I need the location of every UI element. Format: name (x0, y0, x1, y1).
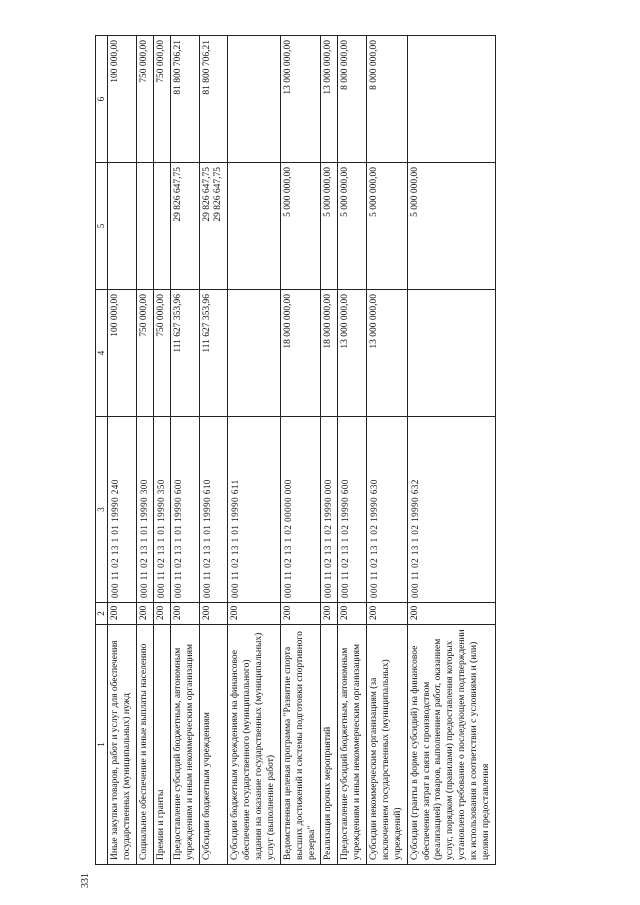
row-name-cell: Премии и гранты (153, 625, 170, 865)
page-number-wrap (40, 440, 91, 888)
row-col6-cell (228, 36, 281, 163)
row-col5-cell (108, 163, 137, 290)
row-col4-cell: 100 000,00 (108, 290, 137, 417)
budget-table (95, 35, 496, 865)
row-col5-cell (137, 163, 154, 290)
row-admin-cell: 200 (153, 603, 170, 625)
row-name-cell: Реализация прочих мероприятий (321, 625, 338, 865)
row-col5-value: 5 000 000,00 (340, 167, 351, 217)
row-col6-cell (407, 36, 495, 163)
row-code-cell: 000 11 02 13 1 01 19990 600 (170, 417, 199, 603)
row-admin-cell: 200 (407, 603, 495, 625)
row-col6-cell: 8 000 000,00 (367, 36, 408, 163)
header-cell: 5 (96, 163, 108, 290)
table-row (280, 36, 321, 865)
row-col4-cell: 111 627 353,96 (199, 290, 228, 417)
row-col5-cell (153, 163, 170, 290)
table-row (153, 36, 170, 865)
row-col4-cell: 111 627 353,96 (170, 290, 199, 417)
row-col5-value: 29 826 647,75 (172, 167, 183, 222)
row-col5-cell (280, 163, 321, 290)
row-col5-cell (367, 163, 408, 290)
row-col5-cell (170, 163, 199, 290)
table-row (170, 36, 199, 865)
row-code-cell: 000 11 02 13 1 02 19990 600 (338, 417, 367, 603)
row-name-cell: Предоставление субсидий бюджетным, автономным учреждениям и иным некоммерческим организациям (170, 625, 199, 865)
header-cell: 2 (96, 603, 108, 625)
row-col5-value: 5 000 000,00 (323, 167, 334, 217)
row-name-cell: Субсидии бюджетным учреждениям на финансовое обеспечение государственного (муниципального) задания на оказание государственных (муниципальных) услуг (выполнение работ) (228, 625, 281, 865)
row-name-cell: Субсидии (гранты в форме субсидий) на финансовое обеспечение затрат в связи с производством (реализацией) товаров, выполнением работ, оказанием услуг, порядком (правилами) предоставления которых установлено требование о последующем подтверждении их использования в соответствии с условиями и (или) целями предоставления (407, 625, 495, 865)
row-admin-cell: 200 (199, 603, 228, 625)
header-cell: 3 (96, 417, 108, 603)
table-row (367, 36, 408, 865)
row-name-cell: Субсидии бюджетным учреждениям (199, 625, 228, 865)
row-col6-cell: 13 000 000,00 (321, 36, 338, 163)
row-col4-cell (407, 290, 495, 417)
row-col4-cell: 750 000,00 (153, 290, 170, 417)
row-code-cell: 000 11 02 13 1 02 00000 000 (280, 417, 321, 603)
row-admin-cell: 200 (338, 603, 367, 625)
header-cell: 1 (96, 625, 108, 865)
row-admin-cell: 200 (367, 603, 408, 625)
row-col5-cell (199, 163, 228, 290)
row-admin-cell: 200 (108, 603, 137, 625)
row-name-cell: Ведомственная целевая программа "Развитие спорта высших достижений и системы подготовки спортивного резерва" (280, 625, 321, 865)
row-admin-cell: 200 (228, 603, 281, 625)
row-col5-cell (228, 163, 281, 290)
row-col5-value: 5 000 000,00 (409, 167, 420, 217)
row-col5-value: 29 826 647,75 (201, 167, 212, 222)
row-col4-cell (228, 290, 281, 417)
row-col4-cell: 13 000 000,00 (338, 290, 367, 417)
row-col5-value: 5 000 000,00 (369, 167, 379, 217)
row-code-cell: 000 11 02 13 1 01 19990 350 (153, 417, 170, 603)
row-col4-cell: 18 000 000,00 (321, 290, 338, 417)
row-name-cell: Иные закупки товаров, работ и услуг для обеспечения государственных (муниципальных) нужд (108, 625, 137, 865)
row-code-cell: 000 11 02 13 1 01 19990 240 (108, 417, 137, 603)
row-col6-cell: 13 000 000,00 (280, 36, 321, 163)
row-admin-cell: 200 (170, 603, 199, 625)
table-row (321, 36, 338, 865)
row-col4-cell: 18 000 000,00 (280, 290, 321, 417)
page-number: 331 (80, 873, 91, 888)
row-code-cell: 000 11 02 13 1 02 19990 632 (407, 417, 495, 603)
rotated-table-container (95, 35, 555, 865)
row-admin-cell: 200 (321, 603, 338, 625)
table-row (137, 36, 154, 865)
header-cell: 4 (96, 290, 108, 417)
row-code-cell: 000 11 02 13 1 02 19990 000 (321, 417, 338, 603)
row-col6-cell: 100 000,00 (108, 36, 137, 163)
row-name-cell: Предоставление субсидий бюджетным, автономным учреждениям и иным некоммерческим организациям (338, 625, 367, 865)
table-row (407, 36, 495, 865)
row-col6-cell: 8 000 000,00 (338, 36, 367, 163)
row-col5-cell (338, 163, 367, 290)
row-code-cell: 000 11 02 13 1 01 19990 610 (199, 417, 228, 603)
row-col4-cell: 750 000,00 (137, 290, 154, 417)
header-row (96, 36, 108, 865)
table-row (199, 36, 228, 865)
row-col5-cell (321, 163, 338, 290)
row-code-cell: 000 11 02 13 1 01 19990 611 (228, 417, 281, 603)
row-col6-cell: 750 000,00 (137, 36, 154, 163)
row-name-cell: Субсидии некоммерческим организациям (за исключением государственных (муниципальных) учреждений) (367, 625, 408, 865)
row-col6-cell: 81 800 706,21 (199, 36, 228, 163)
table-row (108, 36, 137, 865)
row-code-cell: 000 11 02 13 1 02 19990 630 (367, 417, 408, 603)
row-col4-cell: 13 000 000,00 (367, 290, 408, 417)
table-row (228, 36, 281, 865)
row-admin-cell: 200 (280, 603, 321, 625)
row-admin-cell: 200 (137, 603, 154, 625)
table-row (338, 36, 367, 865)
row-col6-cell: 750 000,00 (153, 36, 170, 163)
row-col5-cell (407, 163, 495, 290)
row-name-cell: Социальное обеспечение и иные выплаты населению (137, 625, 154, 865)
row-col5-value: 5 000 000,00 (282, 167, 293, 217)
header-cell: 6 (96, 36, 108, 163)
row-col6-cell: 81 800 706,21 (170, 36, 199, 163)
row-col5-value: 29 826 647,75 (213, 167, 224, 222)
row-code-cell: 000 11 02 13 1 01 19990 300 (137, 417, 154, 603)
